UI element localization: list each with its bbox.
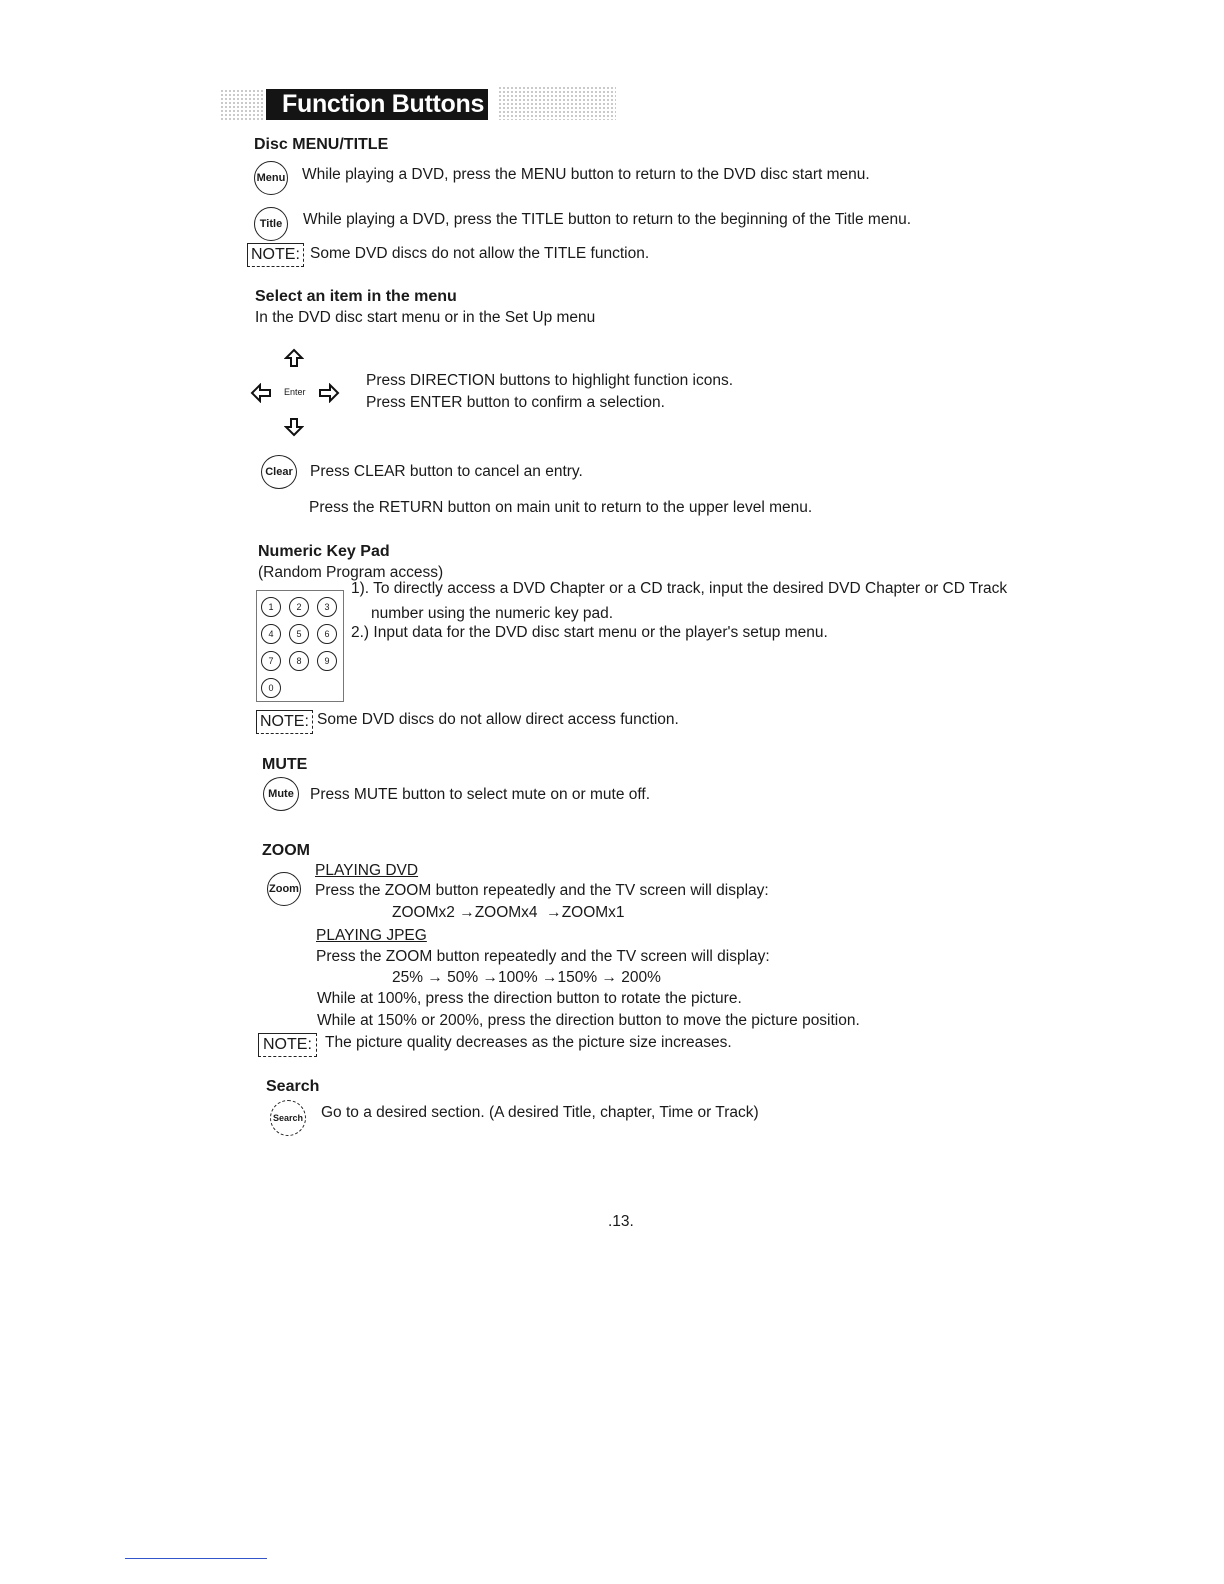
page-number: .13. <box>608 1213 634 1230</box>
direction-text: Press DIRECTION buttons to highlight function icons. <box>366 372 733 389</box>
zoom-step: 25% <box>392 969 424 986</box>
arrow-icon: → <box>482 969 498 986</box>
banner-dots-right <box>498 86 616 120</box>
banner-dots-left <box>220 89 264 120</box>
divider <box>125 1558 267 1559</box>
arrow-icon: → <box>541 969 558 986</box>
key-6[interactable]: 6 <box>317 624 337 644</box>
numeric-heading: Numeric Key Pad <box>258 543 390 560</box>
key-9[interactable]: 9 <box>317 651 337 671</box>
numeric-keypad <box>256 590 344 702</box>
note-text: Some DVD discs do not allow direct access function. <box>317 711 679 728</box>
arrow-icon: → <box>601 969 622 986</box>
menu-description: While playing a DVD, press the MENU button to return to the DVD disc start menu. <box>302 166 870 183</box>
arrow-icon: → <box>541 904 562 921</box>
up-arrow-icon[interactable] <box>284 348 304 368</box>
right-arrow-icon[interactable] <box>318 383 340 403</box>
numeric-item-1a: 1). To directly access a DVD Chapter or a CD track, input the desired DVD Chapter or CD Track <box>351 580 1008 597</box>
zoom-step: ZOOMx1 <box>561 904 625 921</box>
zoom-heading: ZOOM <box>262 842 310 859</box>
title-description: While playing a DVD, press the TITLE button to return to the beginning of the Title menu. <box>303 211 911 228</box>
note-badge: NOTE: <box>258 1033 317 1057</box>
arrow-icon: → <box>459 904 475 921</box>
select-subheading: In the DVD disc start menu or in the Set Up menu <box>255 309 596 326</box>
down-arrow-icon[interactable] <box>284 417 304 437</box>
key-1[interactable]: 1 <box>261 597 281 617</box>
note-text: The picture quality decreases as the picture size increases. <box>325 1034 732 1051</box>
left-arrow-icon[interactable] <box>250 383 272 403</box>
key-3[interactable]: 3 <box>317 597 337 617</box>
note-badge: NOTE: <box>247 243 304 267</box>
mute-heading: MUTE <box>262 756 308 773</box>
numeric-item-2: 2.) Input data for the DVD disc start menu or the player's setup menu. <box>351 624 828 641</box>
zoom-step: 100% <box>498 969 538 986</box>
key-8[interactable]: 8 <box>289 651 309 671</box>
key-4[interactable]: 4 <box>261 624 281 644</box>
zoom-step: 50% <box>447 969 479 986</box>
zoom-rotate-text: While at 100%, press the direction button to rotate the picture. <box>317 990 742 1007</box>
mute-text: Press MUTE button to select mute on or mute off. <box>310 786 651 803</box>
zoom-jpeg-label: PLAYING JPEG <box>316 927 427 944</box>
zoom-step: 150% <box>557 969 598 986</box>
enter-text: Press ENTER button to confirm a selection. <box>366 394 665 411</box>
section-banner: Function Buttons <box>266 89 488 120</box>
clear-button-icon: Clear <box>261 455 297 489</box>
zoom-button-icon: Zoom <box>267 872 301 906</box>
search-heading: Search <box>266 1078 320 1095</box>
clear-text: Press CLEAR button to cancel an entry. <box>310 463 583 480</box>
key-7[interactable]: 7 <box>261 651 281 671</box>
search-button-icon: Search <box>270 1100 306 1136</box>
zoom-step: 200% <box>621 969 661 986</box>
numeric-subheading: (Random Program access) <box>258 564 444 581</box>
note-text: Some DVD discs do not allow the TITLE function. <box>310 245 650 262</box>
arrow-icon: → <box>427 969 448 986</box>
numeric-item-1b: number using the numeric key pad. <box>371 605 614 622</box>
mute-button-icon: Mute <box>263 777 299 811</box>
zoom-dvd-label: PLAYING DVD <box>315 862 419 879</box>
key-5[interactable]: 5 <box>289 624 309 644</box>
key-0[interactable]: 0 <box>261 678 281 698</box>
enter-label[interactable]: Enter <box>284 387 306 397</box>
menu-button-icon: Menu <box>254 161 288 195</box>
zoom-jpeg-sequence <box>392 969 661 987</box>
disc-menu-heading: Disc MENU/TITLE <box>254 136 389 153</box>
title-button-icon: Title <box>254 207 288 241</box>
zoom-dvd-text: Press the ZOOM button repeatedly and the TV screen will display: <box>315 882 769 899</box>
zoom-jpeg-text: Press the ZOOM button repeatedly and the TV screen will display: <box>316 948 770 965</box>
select-heading: Select an item in the menu <box>255 288 457 305</box>
zoom-move-text: While at 150% or 200%, press the direction button to move the picture position. <box>317 1012 860 1029</box>
zoom-step: ZOOMx4 <box>474 904 538 921</box>
key-2[interactable]: 2 <box>289 597 309 617</box>
zoom-step: ZOOMx2 <box>392 904 455 921</box>
note-badge: NOTE: <box>256 710 313 734</box>
zoom-dvd-sequence <box>392 904 625 922</box>
return-text: Press the RETURN button on main unit to return to the upper level menu. <box>309 499 813 516</box>
search-text: Go to a desired section. (A desired Title, chapter, Time or Track) <box>321 1104 759 1121</box>
